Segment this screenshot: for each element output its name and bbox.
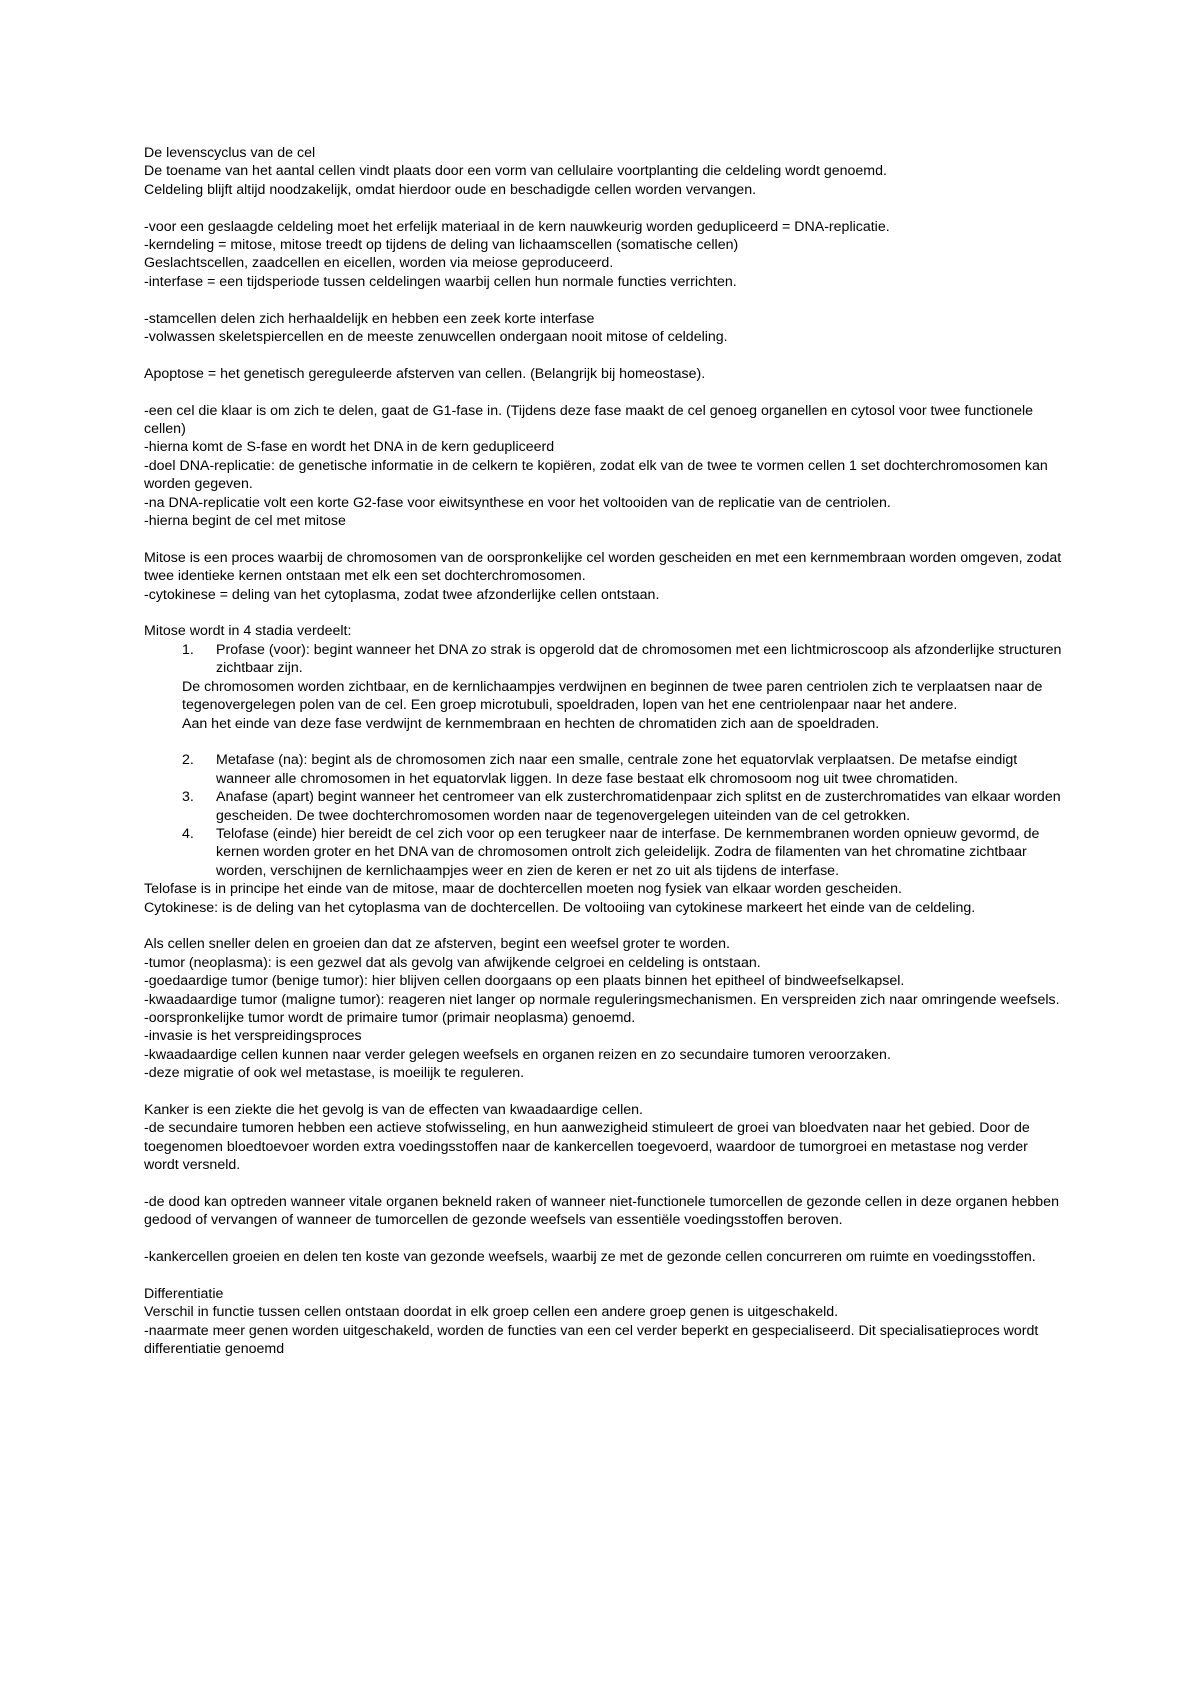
paragraph: -cytokinese = deling van het cytoplasma, zodat twee afzonderlijke cellen ontstaan. [144,586,660,603]
paragraph: -doel DNA-replicatie: de genetische informatie in de celkern te kopiëren, zodat elk van de twee te vormen cellen 1 set dochterchromosomen kan worden gegeven. [144,457,1048,493]
spacer [144,604,1064,622]
paragraph: -kwaadaardige cellen kunnen naar verder gelegen weefsels en organen reizen en zo secundaire tumoren veroorzaken. [144,1046,891,1063]
list-item [144,641,1064,678]
paragraph: -deze migratie of ook wel metastase, is moeilijk te reguleren. [144,1065,525,1082]
spacer [144,291,1064,309]
paragraph: -de secundaire tumoren hebben een actieve stofwisseling, en hun aanwezigheid stimuleert de groei van bloedvaten naar het gebied. Door de toegenomen bloedtoevoer worden extra voedingsstoffen naar de kankercellen toegevoerd, waardoor de tumorgroei en metastase nog verder wordt versneld. [144,1120,1030,1174]
paragraph: -volwassen skeletspiercellen en de meeste zenuwcellen ondergaan nooit mitose of celdeling. [144,329,728,346]
spacer [144,530,1064,548]
list-item [144,825,1064,880]
paragraph: -na DNA-replicatie volt een korte G2-fase voor eiwitsynthese en voor het voltooiden van de replicatie van de centriolen. [144,494,891,511]
spacer [144,1083,1064,1101]
document-page [144,144,1064,1359]
paragraph: De chromosomen worden zichtbaar, en de kernlichaampjes verdwijnen en beginnen de twee paren centriolen zich te verplaatsen naar de tegenovergelegen polen van de cel. Een groep microtubuli, spoeldraden, lopen van het ene centriolenpaar naar het andere. [182,678,1043,714]
paragraph: -hierna begint de cel met mitose [144,513,346,530]
spacer [144,346,1064,364]
spacer [144,733,1064,751]
paragraph: Mitose is een proces waarbij de chromosomen van de oorspronkelijke cel worden gescheiden en met een kernmembraan worden omgeven, zodat twee identieke kernen ontstaan met elk een set dochterchromosomen. [144,549,1062,585]
list-item-text: Metafase (na): begint als de chromosomen zich naar een smalle, centrale zone het equatorvlak verplaatsen. De metafse eindigt wanneer alle chromosomen in het equatorvlak liggen. In deze fase bestaat elk chromosoom nog uit twee chromatiden. [216,752,1018,787]
list-item [144,751,1064,788]
paragraph: -stamcellen delen zich herhaaldelijk en hebben een zeek korte interfase [144,310,595,327]
paragraph: -kankercellen groeien en delen ten koste van gezonde weefsels, waarbij ze met de gezonde cellen concurreren om ruimte en voedingsstoffen. [144,1249,1036,1266]
list-item [144,788,1064,825]
paragraph: -tumor (neoplasma): is een gezwel dat als gevolg van afwijkende celgroei en celdeling is ontstaan. [144,954,761,971]
list-number: 1. [182,641,194,658]
spacer [144,199,1064,217]
paragraph: Cytokinese: is de deling van het cytoplasma van de dochtercellen. De voltooiing van cytokinese markeert het einde van de celdeling. [144,899,976,916]
spacer [144,1230,1064,1248]
paragraph: Geslachtscellen, zaadcellen en eicellen, worden via meiose geproduceerd. [144,255,614,272]
spacer [144,1267,1064,1285]
paragraph: Apoptose = het genetisch gereguleerde afsterven van cellen. (Belangrijk bij homeostase). [144,365,706,382]
spacer [144,1175,1064,1193]
list-number: 2. [182,752,194,769]
paragraph: -hierna komt de S-fase en wordt het DNA in de kern gedupliceerd [144,439,555,456]
spacer [144,917,1064,935]
paragraph: -voor een geslaagde celdeling moet het erfelijk materiaal in de kern nauwkeurig worden gedupliceerd = DNA-replicatie. [144,218,890,235]
paragraph: De toename van het aantal cellen vindt plaats door een vorm van cellulaire voortplanting die celdeling wordt genoemd. [144,163,887,180]
paragraph: -oorspronkelijke tumor wordt de primaire tumor (primair neoplasma) genoemd. [144,1009,636,1026]
paragraph: -goedaardige tumor (benige tumor): hier blijven cellen doorgaans op een plaats binnen het epitheel of bindweefselkapsel. [144,973,905,990]
paragraph: Verschil in functie tussen cellen ontstaan doordat in elk groep cellen een andere groep genen is uitgeschakeld. [144,1304,839,1321]
paragraph: Aan het einde van deze fase verdwijnt de kernmembraan en hechten de chromatiden zich aan de spoeldraden. [182,715,880,732]
paragraph: Kanker is een ziekte die het gevolg is van de effecten van kwaadaardige cellen. [144,1101,643,1118]
paragraph: -kwaadaardige tumor (maligne tumor): reageren niet langer op normale reguleringsmechanismen. En verspreiden zich naar omringende weefsels. [144,991,1060,1008]
list-item-text: Telofase (einde) hier bereidt de cel zich voor op een terugkeer naar de interfase. De kernmembranen worden opnieuw gevormd, de kernen worden groter en het DNA van de chromosomen ontrolt zich geleidelijk. Zodra de filamenten van het chromatine zichtbaar worden, verschijnen de kernlichaampjes weer en zien de keren er net zo uit als tijdens de interfase. [216,825,1040,879]
paragraph: -kerndeling = mitose, mitose treedt op tijdens de deling van lichaamscellen (somatische cellen) [144,237,739,254]
paragraph: Celdeling blijft altijd noodzakelijk, omdat hierdoor oude en beschadigde cellen worden vervangen. [144,181,757,198]
paragraph: Mitose wordt in 4 stadia verdeelt: [144,623,352,640]
paragraph: -de dood kan optreden wanneer vitale organen bekneld raken of wanneer niet-functionele tumorcellen de gezonde cellen in deze organen hebben gedood of vervangen of wanneer de tumorcellen de gezonde weefsels van essentiële voedingsstoffen beroven. [144,1194,1059,1229]
document-title: De levenscyclus van de cel [144,145,316,161]
paragraph: -een cel die klaar is om zich te delen, gaat de G1-fase in. (Tijdens deze fase maakt de cel genoeg organellen en cytosol voor twee functionele cellen) [144,402,1034,438]
paragraph: -invasie is het verspreidingsproces [144,1028,362,1045]
spacer [144,383,1064,401]
list-item-text: Anafase (apart) begint wanneer het centromeer van elk zusterchromatidenpaar zich splitst en de zusterchromatides van elkaar worden gescheiden. De twee dochterchromosomen worden naar de tegenovergelegen uiteinden van de cel getrokken. [216,789,1061,824]
paragraph: Telofase is in principe het einde van de mitose, maar de dochtercellen moeten nog fysiek van elkaar worden gescheiden. [144,881,902,898]
list-item-text: Profase (voor): begint wanneer het DNA zo strak is opgerold dat de chromosomen met een lichtmicroscoop als afzonderlijke structuren zichtbaar zijn. [216,641,1062,677]
paragraph: Als cellen sneller delen en groeien dan dat ze afsterven, begint een weefsel groter te worden. [144,936,730,953]
section-heading: Differentiatie [144,1286,224,1302]
list-number: 4. [182,825,194,842]
list-number: 3. [182,789,194,806]
paragraph: -interfase = een tijdsperiode tussen celdelingen waarbij cellen hun normale functies verrichten. [144,273,737,290]
paragraph: -naarmate meer genen worden uitgeschakeld, worden de functies van een cel verder beperkt en gespecialiseerd. Dit specialisatieproces wordt differentiatie genoemd [144,1322,1039,1358]
